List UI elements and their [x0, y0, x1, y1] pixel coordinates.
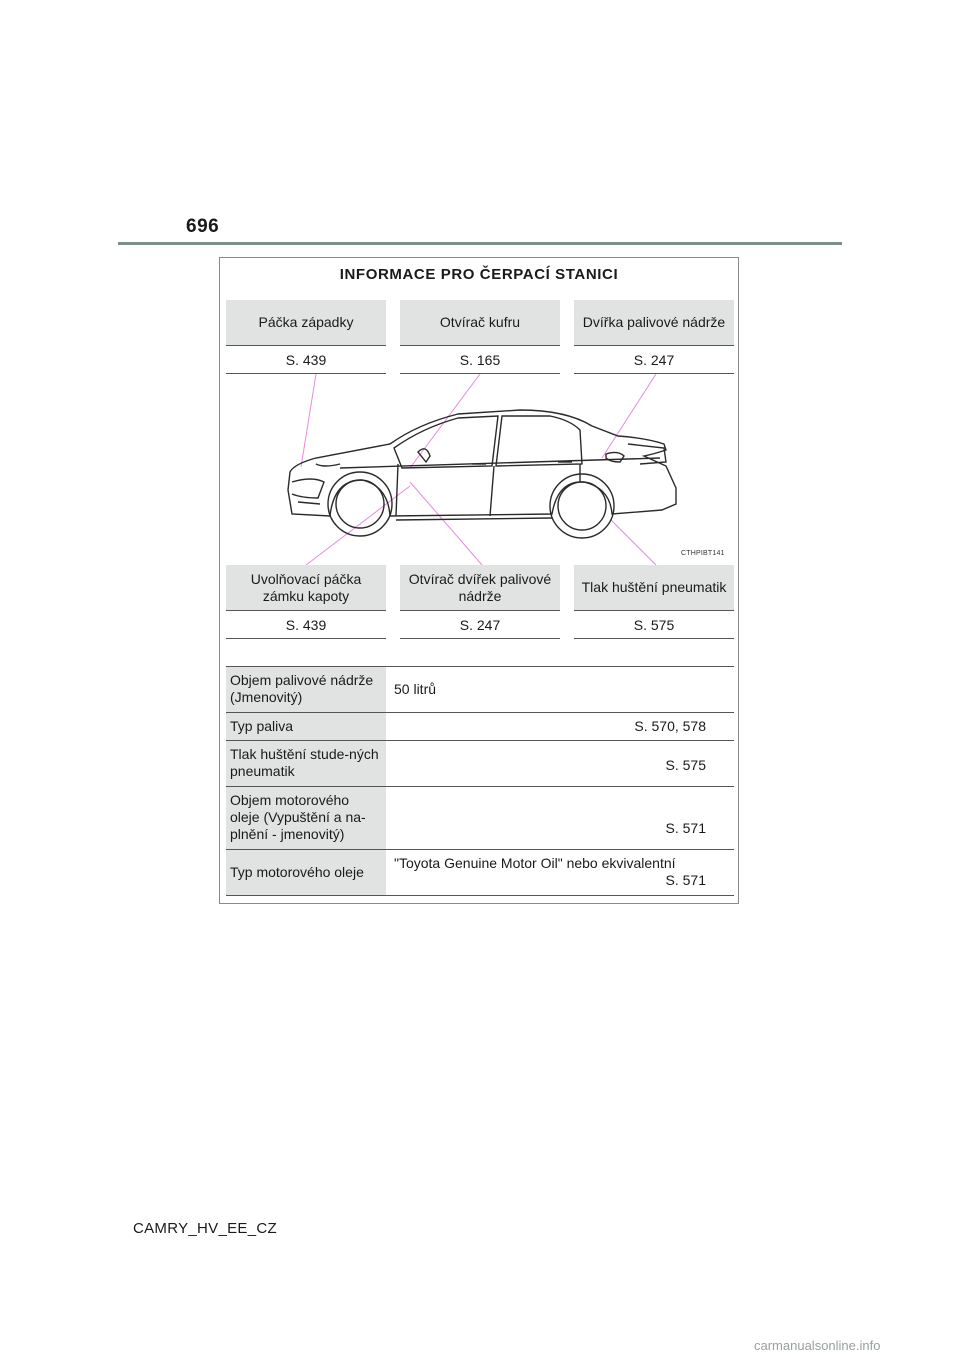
- car-body: [288, 410, 676, 520]
- spec-value-text: "Toyota Genuine Motor Oil" nebo ekvivalentní: [394, 855, 676, 871]
- spec-label: Objem motorového oleje (Vypuštění a na-plnění - jmenovitý): [226, 787, 386, 850]
- table-row: [226, 667, 734, 713]
- callout-tire-pressure: [574, 565, 734, 611]
- callout-fuel-door-opener: [400, 565, 560, 611]
- leader-lines: [301, 374, 656, 565]
- watermark: carmanualsonline.info: [754, 1338, 881, 1353]
- spec-label: Typ paliva: [226, 713, 386, 741]
- callout-label: Otvírač kufru: [439, 314, 521, 330]
- table-row: [226, 713, 734, 741]
- spec-label: Typ motorového oleje: [226, 850, 386, 896]
- spec-value: [386, 787, 734, 850]
- fuel-info-box: [219, 257, 739, 904]
- page-ref-fuel-door[interactable]: S. 247: [574, 346, 734, 374]
- spec-ref[interactable]: S. 571: [665, 820, 706, 836]
- page-ref-fuel-door-opener[interactable]: S. 247: [400, 611, 560, 639]
- spec-table: [226, 666, 734, 896]
- page-ref-tire-pressure[interactable]: S. 575: [574, 611, 734, 639]
- spec-label: Objem palivové nádrže (Jmenovitý): [226, 667, 386, 713]
- callout-label: Dvířka palivové nádrže: [582, 314, 726, 330]
- spec-value-text: 50 litrů: [394, 681, 437, 697]
- table-row: [226, 850, 734, 896]
- spec-ref[interactable]: S. 570, 578: [634, 718, 706, 734]
- callout-label: Tlak huštění pneumatik: [581, 579, 727, 595]
- page-ref-trunk-opener[interactable]: S. 165: [400, 346, 560, 374]
- table-row: [226, 741, 734, 787]
- callout-label: Otvírač dvířek palivové nádrže: [408, 570, 552, 604]
- page-number: 696: [186, 216, 220, 237]
- callout-label: Páčka západky: [258, 314, 354, 330]
- wheels: [328, 472, 614, 538]
- document-code: CAMRY_HV_EE_CZ: [133, 1220, 277, 1237]
- table-row: [226, 787, 734, 850]
- header-rule: [118, 242, 842, 245]
- box-title: INFORMACE PRO ČERPACÍ STANICI: [339, 266, 619, 283]
- spec-value: [386, 741, 734, 787]
- spec-value: [386, 850, 734, 896]
- spec-ref[interactable]: S. 571: [665, 872, 706, 888]
- image-code: CTHPIBT141: [681, 550, 725, 557]
- spec-label: Tlak huštění stude-ných pneumatik: [226, 741, 386, 787]
- callout-hood-release: [226, 565, 386, 611]
- page-ref-hood-release[interactable]: S. 439: [226, 611, 386, 639]
- spec-value: [386, 667, 734, 713]
- spec-value: [386, 713, 734, 741]
- spec-ref[interactable]: S. 575: [665, 757, 706, 773]
- page-ref-hood-latch[interactable]: S. 439: [226, 346, 386, 374]
- callout-label: Uvolňovací páčka zámku kapoty: [250, 570, 362, 604]
